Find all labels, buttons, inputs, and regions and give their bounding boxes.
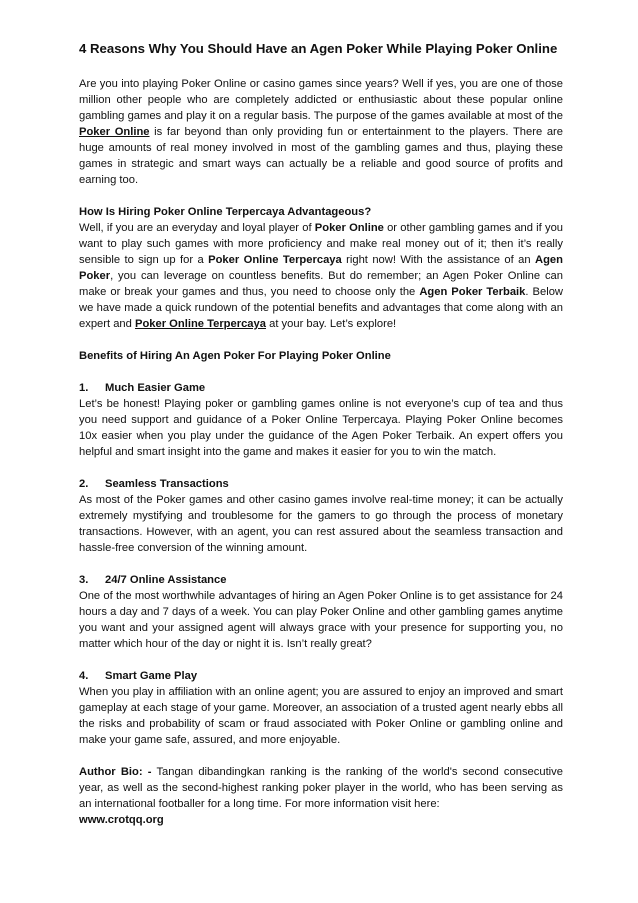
bold-poker-online-terpercaya: Poker Online Terpercaya xyxy=(208,254,342,266)
page-title: 4 Reasons Why You Should Have an Agen Poker While Playing Poker Online xyxy=(79,41,558,56)
benefit-item-1 xyxy=(79,380,563,460)
benefit-number: 1. xyxy=(79,382,89,394)
hiring-paragraph xyxy=(79,220,563,332)
benefit-title-text: Smart Game Play xyxy=(105,670,198,682)
intro-paragraph xyxy=(79,76,563,188)
benefit-title xyxy=(79,380,563,396)
benefit-title-text: Much Easier Game xyxy=(105,382,206,394)
bold-agen-poker-terbaik: Agen Poker Terbaik xyxy=(419,286,526,298)
benefit-number: 4. xyxy=(79,670,89,682)
author-website-link[interactable]: www.crotqq.org xyxy=(79,814,164,826)
benefit-item-4 xyxy=(79,668,563,748)
poker-online-link[interactable]: Poker Online xyxy=(79,126,150,138)
benefit-body: One of the most worthwhile advantages of hiring an Agen Poker Online is to get assistance for 24 hours a day and 7 days of a week. You can play Poker Online and other gambling games anytime you want and your assigned agent will always grace with your presence for supporting you, no matter which hour of the day or night it is. Isn’t really great? xyxy=(79,590,563,650)
hiring-text-5: . Below we have made a quick rundown of the potential benefits and advantages that come along with an expert and xyxy=(79,286,564,330)
author-bio xyxy=(79,764,563,812)
bold-poker-online: Poker Online xyxy=(314,222,384,234)
benefit-title-text: Seamless Transactions xyxy=(105,478,229,490)
benefits-heading: Benefits of Hiring An Agen Poker For Playing Poker Online xyxy=(79,350,391,362)
hiring-text-1: Well, if you are an everyday and loyal player of xyxy=(79,222,315,234)
benefit-title-text: 24/7 Online Assistance xyxy=(105,574,227,586)
hiring-text-4: , you can leverage on countless benefits. But do remember; an Agen Poker Online can make or break your games and thus, you need to choose only the xyxy=(79,270,563,298)
poker-online-terpercaya-link[interactable]: Poker Online Terpercaya xyxy=(134,318,266,330)
document-page xyxy=(79,40,563,828)
benefit-body: As most of the Poker games and other casino games involve real-time money; it can be actually extremely mystifying and troublesome for the gamers to go through the process of monetary transactions. However, with an agent, you can rest assured about the seamless transaction and hassle-free conversion of the winning amount. xyxy=(79,494,563,554)
intro-text-1: Are you into playing Poker Online or casino games since years? Well if yes, you are one of those million other people who are completely addicted or enthusiastic about these popular online gambling games and play it on a regular basis. The purpose of the games available at most of the xyxy=(79,78,563,122)
author-bio-text: Tangan dibandingkan ranking is the ranking of the world's second consecutive year, as well as the second-highest ranking poker player in the world, who has been serving as an international footballer for a long time. For more information visit here: xyxy=(79,766,563,810)
benefit-body: Let’s be honest! Playing poker or gambling games online is not everyone’s cup of tea and thus you need support and guidance of a Poker Online Terpercaya. Playing Poker Online becomes 10x easier when you play under the guidance of the Agen Poker Terbaik. An expert offers you helpful and smart insight into the game and makes it easier for you to win the match. xyxy=(79,398,563,458)
benefit-item-2 xyxy=(79,476,563,556)
benefit-body: When you play in affiliation with an online agent; you are assured to enjoy an improved and smart gameplay at each stage of your game. Moreover, an association of a trusted agent nearly ebbs all the risks and probability of scam or fraud associated with Poker Online or gambling online and make your game safe, assured, and more enjoyable. xyxy=(79,686,563,746)
benefit-title xyxy=(79,572,563,588)
hiring-text-3: right now! With the assistance of an xyxy=(341,254,536,266)
intro-text-2: is far beyond than only providing fun or entertainment to the players. There are huge amounts of real money involved in most of the gambling games and thus, playing these games in strategic and smart ways can actually be a reliable and good source of profits and earning too. xyxy=(79,126,563,186)
bold-agen-poker: Agen Poker xyxy=(79,254,563,282)
benefit-title xyxy=(79,476,563,492)
benefit-number: 2. xyxy=(79,478,89,490)
benefit-title xyxy=(79,668,563,684)
benefit-number: 3. xyxy=(79,574,89,586)
hiring-text-2: or other gambling games and if you want to play such games with more proficiency and make real money out of it; then it’s really sensible to sign up for a xyxy=(79,222,564,266)
hiring-text-6: at your bay. Let’s explore! xyxy=(265,318,397,330)
author-bio-label: Author Bio: - xyxy=(79,766,152,778)
section-heading-hiring: How Is Hiring Poker Online Terpercaya Advantageous? xyxy=(79,206,372,218)
benefit-item-3 xyxy=(79,572,563,652)
